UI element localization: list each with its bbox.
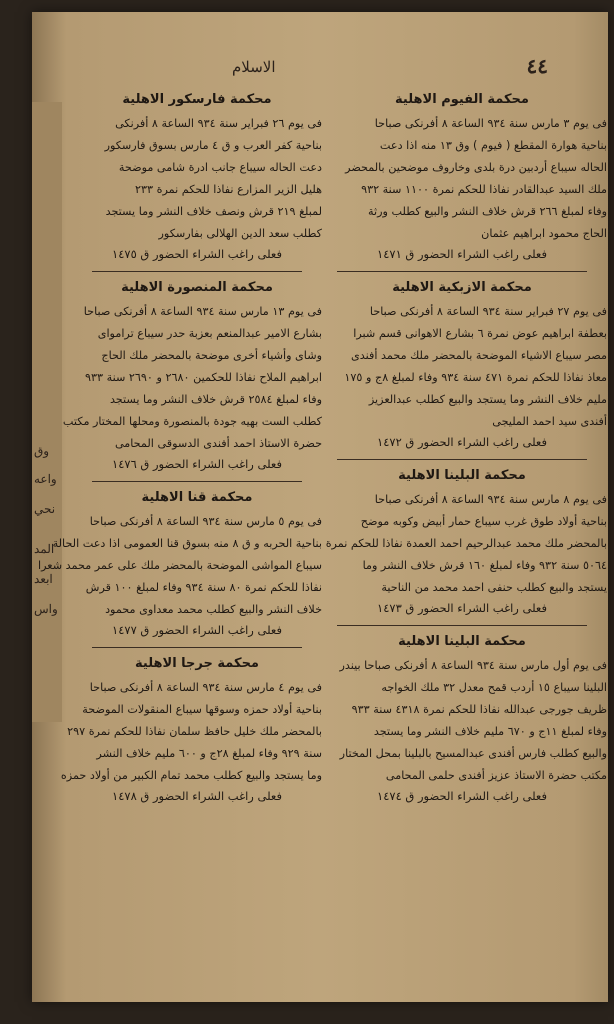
margin-fragment: واعه xyxy=(34,472,57,486)
notice-line: الحاله سيباع أردبين درة بلدى وخاروف موضحين بالمحضر xyxy=(345,161,607,174)
notice-footer: فعلى راغب الشراء الحضور ق ١٤٧٦ xyxy=(112,457,282,471)
notice-line: فى يوم ٢٦ فبراير سنة ٩٣٤ الساعة ٨ أفرنكى xyxy=(115,117,322,130)
notice-footer: فعلى راغب الشراء الحضور ق ١٤٧٢ xyxy=(377,435,547,449)
notice-line: بعطفة ابراهيم عوض نمرة ٦ بشارع الاهوانى قسم شبرا xyxy=(353,327,607,340)
notice-line: فى يوم أول مارس سنة ٩٣٤ الساعة ٨ أفرنكى صباحا بيندر xyxy=(339,659,607,672)
notice-block xyxy=(72,92,322,261)
notice-line: فى يوم ٥ مارس سنة ٩٣٤ الساعة ٨ أفرنكى صباحا xyxy=(89,515,322,528)
page-header xyxy=(32,54,608,82)
notice-line: وما يستجد والبيع كطلب محمد تمام الكبير من أولاد حمزه xyxy=(60,769,322,782)
notice-line: كطلب الست بهيه جودة بالمنصورة ومحلها المختار مكتب xyxy=(62,415,322,428)
notice-footer: فعلى راغب الشراء الحضور ق ١٤٧٨ xyxy=(112,789,282,803)
notice-line: فى يوم ٣ مارس سنة ٩٣٤ الساعة ٨ أفرنكى صباحا xyxy=(374,117,607,130)
notice-footer: فعلى راغب الشراء الحضور ق ١٤٧٤ xyxy=(377,789,547,803)
notice-line: بشارع الامير عبدالمنعم بعزبة حدر سيباع ترامواى xyxy=(97,327,322,340)
margin-fragment: ابعد xyxy=(34,572,53,586)
notice-line: أفندى سيد احمد المليجى xyxy=(492,415,607,428)
notice-title: محكمة الفيوم الاهلية xyxy=(395,92,529,107)
notice-line: بناحية كفر العرب و ق ٤ مارس بسوق فارسكور xyxy=(104,139,322,152)
notice-footer: فعلى راغب الشراء الحضور ق ١٤٧١ xyxy=(377,247,547,261)
notice-line: كطلب سعد الدين الهلالى بفارسكور xyxy=(158,227,322,240)
notice-line: خلاف النشر والبيع كطلب محمد معداوى محمود xyxy=(105,603,322,616)
notice-title: محكمة البلينا الاهلية xyxy=(398,634,526,649)
notice-line: فى يوم ٤ مارس سنة ٩٣٤ الساعة ٨ أفرنكى صباحا xyxy=(89,681,322,694)
notice-line: حضرة الاستاذ احمد أفندى الدسوقى المحامى xyxy=(114,437,322,450)
newspaper-page xyxy=(32,12,608,1002)
divider xyxy=(92,271,302,272)
right-column xyxy=(317,90,607,813)
notice-title: محكمة فارسكور الاهلية xyxy=(122,92,272,107)
margin-fragment: وق xyxy=(34,444,50,458)
notice-line: معاذ نفاذا للحكم نمرة ٤٧١ سنة ٩٣٤ وفاء لمبلغ ٨ج و ١٧٥ xyxy=(344,371,607,384)
notice-line: الحاج محمود ابراهيم عثمان xyxy=(481,227,607,240)
notice-footer: فعلى راغب الشراء الحضور ق ١٤٧٧ xyxy=(112,623,282,637)
notice-block xyxy=(317,468,607,615)
notice-footer: فعلى راغب الشراء الحضور ق ١٤٧٥ xyxy=(112,247,282,261)
notice-line: وشاى وأشياء أخرى موضحة بالمحضر ملك الحاج xyxy=(101,349,322,362)
notice-line: ٥٠٦٤ سنة ٩٣٢ وفاء لمبلغ ١٦٠ قرش خلاف النشر وما xyxy=(362,559,607,572)
notice-line: مكتب حضرة الاستاذ عزيز أفندى حلمى المحامى xyxy=(385,769,607,782)
notice-line: فى يوم ٢٧ فبراير سنة ٩٣٤ الساعة ٨ أفرنكى صباحا xyxy=(369,305,607,318)
notice-line: مليم خلاف النشر وما يستجد والبيع كطلب عبدالعزيز xyxy=(368,393,607,406)
notice-block xyxy=(62,280,322,471)
notice-block xyxy=(317,280,607,449)
notice-line: هليل الزير المزارع نفاذا للحكم نمرة ٢٣٣ xyxy=(135,183,322,196)
margin-fragment: نحي xyxy=(34,502,56,516)
divider xyxy=(337,271,587,272)
notice-line: دعت الحاله سيباع جانب ادرة شامى موضحة xyxy=(118,161,322,174)
notice-line: سنة ٩٢٩ وفاء لمبلغ ٢٨ج و ٦٠٠ مليم خلاف النشر xyxy=(96,747,322,760)
notice-line: ظريف جورجى عبدالله نفاذا للحكم نمرة ٤٣١٨ سنة ٩٣٣ xyxy=(351,703,607,716)
notice-line: يستجد والبيع كطلب حنفى احمد محمد من الناحية xyxy=(381,581,607,594)
notice-line: بناحية هوارة المقطع ( فيوم ) وق ١٣ منه اذا دعت xyxy=(379,139,607,152)
divider xyxy=(92,481,302,482)
notice-line: وفاء لمبلغ ١١ج و ٦٧٠ مليم خلاف النشر وما يستجد xyxy=(373,725,607,738)
running-title: الاسلام xyxy=(232,58,276,76)
notice-line: لمبلغ ٢١٩ قرش ونصف خلاف النشر وما يستجد xyxy=(105,205,322,218)
notice-block xyxy=(317,634,607,803)
notice-line: فى يوم ٨ مارس سنة ٩٣٤ الساعة ٨ أفرنكى صباحا xyxy=(374,493,607,506)
notice-title: محكمة الازبكية الاهلية xyxy=(392,280,532,295)
notice-line: بناحية أولاد طوق غرب سيباع حمار أبيض وكوبه موضح xyxy=(360,515,607,528)
divider xyxy=(92,647,302,648)
notice-line: فى يوم ١٣ مارس سنة ٩٣٤ الساعة ٨ أفرنكى صباحا xyxy=(83,305,322,318)
notice-line: مصر سيباع الاشياء الموضحة بالمحضر ملك محمد أفندى xyxy=(351,349,607,362)
divider xyxy=(337,459,587,460)
notice-block xyxy=(60,656,322,803)
notice-title: محكمة جرجا الاهلية xyxy=(135,656,259,671)
notice-line: بالمحضر ملك خليل حافظ سلمان نفاذا للحكم نمرة ٢٩٧ xyxy=(67,725,322,738)
notice-footer: فعلى راغب الشراء الحضور ق ١٤٧٣ xyxy=(377,601,547,615)
margin-fragment: واس xyxy=(34,602,58,616)
notice-line: ملك السيد عبدالقادر نفاذا للحكم نمرة ١١٠٠ سنة ٩٣٢ xyxy=(361,183,607,196)
notice-line: والبيع كطلب فارس أفندى عبدالمسيح بالبلينا بمحل المختار xyxy=(339,747,607,760)
notice-line: بناحية أولاد حمزه وسوقها سيباع المنقولات الموضحة xyxy=(82,703,322,716)
divider xyxy=(337,625,587,626)
notice-line: سيباع المواشى الموضحة بالمحضر ملك على عمر محمد شعرا xyxy=(38,559,322,572)
margin-fragment: المد xyxy=(34,542,55,556)
notice-line: وفاء لمبلغ ٢٦٦ قرش خلاف النشر والبيع كطلب ورثة xyxy=(368,205,607,218)
facing-page-edge xyxy=(32,102,62,722)
notice-title: محكمة المنصورة الاهلية xyxy=(121,280,273,295)
notice-line: وفاء لمبلغ ٢٥٨٤ قرش خلاف النشر وما يستجد xyxy=(109,393,322,406)
notice-line: بالمحضر ملك محمد عبدالرحيم احمد العمدة نفاذا للحكم نمرة xyxy=(325,537,607,550)
notice-line: بناحية الحربه و ق ٨ منه بسوق قنا العمومى اذا دعت الحالة xyxy=(52,537,322,550)
notice-block xyxy=(317,92,607,261)
notice-line: ابراهيم الملاح نفاذا للحكمين ٢٦٨٠ و ٢٦٩٠ سنة ٩٣٣ xyxy=(85,371,322,384)
notice-title: محكمة البلينا الاهلية xyxy=(398,468,526,483)
page-number: ٤٤ xyxy=(526,54,548,78)
notice-line: نفاذا للحكم نمرة ٨٠ سنة ٩٣٤ وفاء لمبلغ ١٠٠ قرش xyxy=(85,581,322,594)
notice-line: البلينا سيباع ١٥ أردب قمح معدل ٣٢ ملك الخواجه xyxy=(381,681,607,694)
notice-title: محكمة قنا الاهلية xyxy=(141,490,253,505)
